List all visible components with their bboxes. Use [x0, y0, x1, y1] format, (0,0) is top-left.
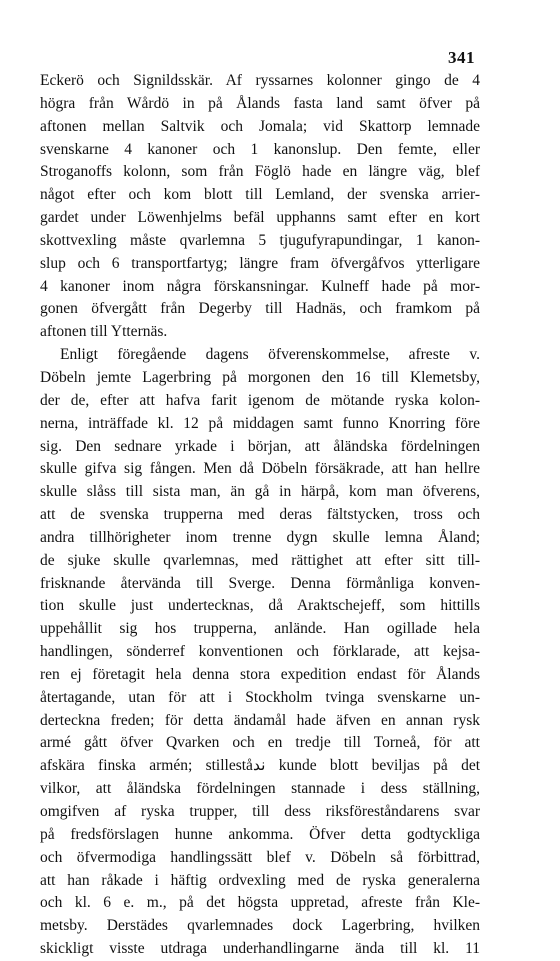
text-line: på fredsförslagen hunne ankomma. Öfver detta godtyckliga — [40, 825, 480, 843]
text-line: att de svenska trupperna med deras fältstycken, tross och — [40, 506, 480, 524]
text-line: 4 kanoner inom några förskansningar. Kulneff hade på mor- — [40, 277, 480, 295]
text-line: skickligt visste utdraga underhandlingarne ända till kl. 11 — [40, 940, 480, 958]
text-line: högra från Wårdö in på Ålands fasta land samt öfver på — [40, 94, 480, 112]
text-line: gonen öfvergått från Degerby till Hadnäs, och framkom på — [40, 300, 480, 318]
text-line: och öfvermodiga handlingssätt blef v. Döbeln så förbittrad, — [40, 848, 480, 866]
text-line: nerna, inträffade kl. 12 på middagen samt funno Knorring före — [40, 414, 480, 432]
text-line: återtagande, utan för att i Stockholm tvinga svenskarne un- — [40, 688, 480, 706]
text-line: något efter och kom blott till Lemland, der svenska arrier- — [40, 186, 480, 204]
text-line: vilkor, att åländska fördelningen stannade i dess ställning, — [40, 780, 480, 798]
text-line: skulle gifva sig fången. Men då Döbeln försäkrade, att han hellre — [40, 460, 480, 478]
text-line: gardet under Löwenhjelms befäl upphanns samt efter en kort — [40, 209, 480, 227]
page-number: 341 — [448, 48, 475, 67]
text-line: omgifven af ryska trupper, till dess riksföreståndarens svar — [40, 803, 480, 820]
text-line: aftonen till Ytternäs. — [40, 323, 168, 341]
text-line: sig. Den sednare yrkade i början, att åländska fördelningen — [40, 437, 480, 455]
text-line: slup och 6 transportfartyg; längre fram öfvergåfvos ytterligare — [40, 254, 480, 272]
text-line: afskära finska armén; stilleståند kunde blott beviljas på det — [40, 757, 480, 775]
text-line: Enligt föregående dagens öfverenskommelse, afreste v. — [60, 346, 480, 364]
text-line: armé gått öfver Qvarken och en tredje till Torneå, för att — [40, 734, 480, 752]
text-line: att han råkade i häftig ordvexling med de ryska generalerna — [40, 871, 480, 889]
text-line: der de, efter att hafva farit igenom de mötande ryska kolon- — [40, 391, 480, 409]
text-line: metsby. Derstädes qvarlemnades dock Lagerbring, hvilken — [40, 917, 480, 935]
text-line: skottvexling måste qvarlemna 5 tjugufyrapundingar, 1 kanon- — [40, 231, 480, 249]
text-line: frisknande återvända till Sverge. Denna förmånliga konven- — [40, 574, 480, 592]
text-line: andra tillhörigheter inom trenne dygn skulle lemna Åland; — [40, 528, 480, 546]
text-line: derteckna freden; för detta ändamål hade äfven en annan rysk — [40, 711, 480, 729]
text-line: svenskarne 4 kanoner och 1 kanonslup. Den femte, eller — [40, 140, 480, 158]
text-line: och kl. 6 e. m., på det högsta uppretad, afreste från Kle- — [40, 894, 480, 912]
text-line: handlingen, sönderref konventionen och förklarade, att kejsa- — [40, 643, 480, 661]
text-line: tion skulle just undertecknas, då Araktschejeff, som hittills — [40, 597, 480, 615]
text-line: Stroganoffs kolonn, som från Föglö hade en längre väg, blef — [40, 163, 480, 181]
page-text — [40, 70, 480, 961]
text-line: Eckerö och Signildsskär. Af ryssarnes kolonner gingo de 4 — [40, 72, 480, 89]
text-line: uppehållit sig hos trupperna, anlände. Han ogillade hela — [40, 620, 480, 638]
text-line: skulle slåss till sista man, än gå in härpå, kom man öfverens, — [40, 483, 480, 501]
text-line: Döbeln jemte Lagerbring på morgonen den 16 till Klemetsby, — [40, 368, 480, 386]
text-line: ren ej företagit hela denna stora expedition endast för Ålands — [40, 665, 480, 683]
text-line: de sjuke skulle qvarlemnas, med rättighet att efter sitt till- — [40, 551, 480, 569]
text-line: aftonen mellan Saltvik och Jomala; vid Skattorp lemnade — [40, 117, 480, 135]
